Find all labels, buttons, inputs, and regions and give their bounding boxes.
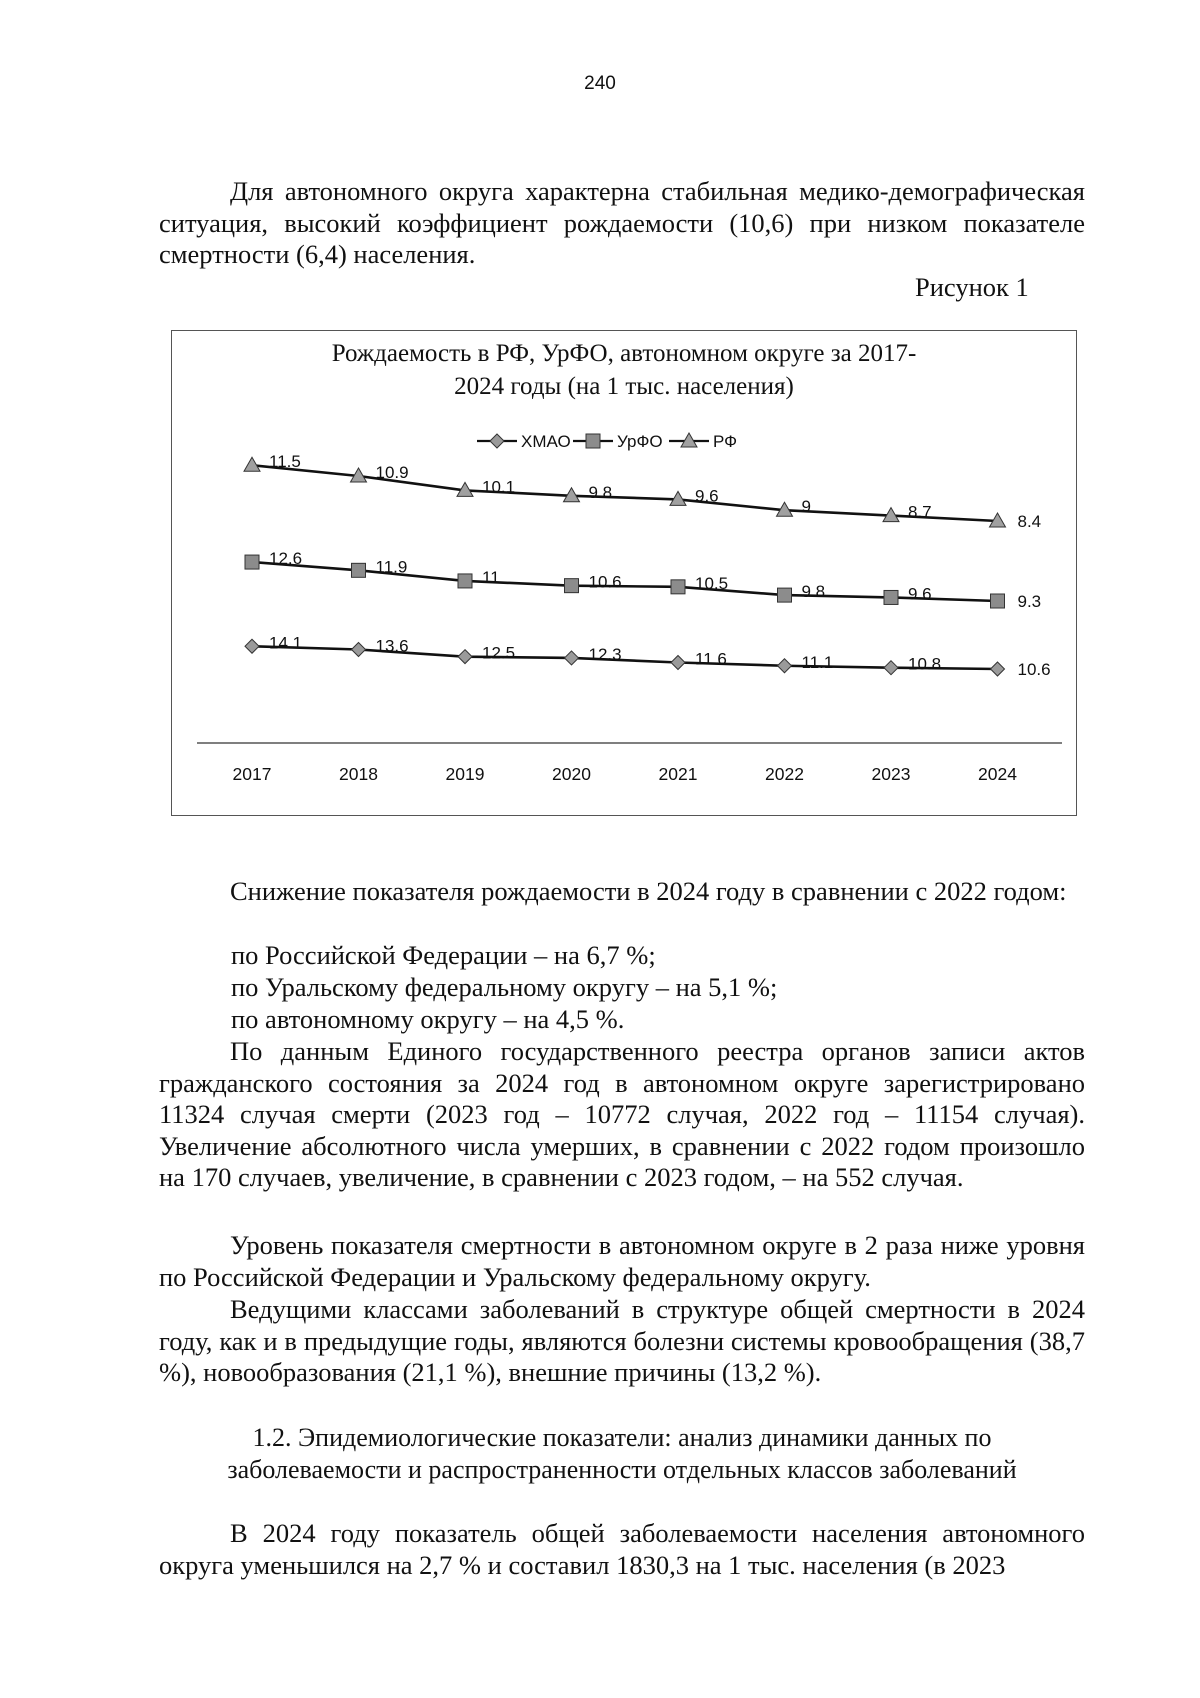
- data-label-ХМАО: 14.1: [269, 633, 303, 653]
- legend-label-ХМАО: ХМАО: [521, 432, 571, 451]
- x-tick-label: 2022: [765, 764, 804, 784]
- data-label-ХМАО: 12.5: [482, 643, 516, 663]
- data-label-УрФО: 11: [482, 567, 500, 587]
- legend-label-УрФО: УрФО: [617, 432, 663, 451]
- data-label-ХМАО: 10.6: [1017, 660, 1051, 679]
- data-label-ХМАО: 10.8: [908, 654, 942, 674]
- decline-item-rf: по Российской Федерации – на 6,7 %;: [231, 940, 656, 970]
- data-point-УрФО: [458, 574, 472, 588]
- data-point-УрФО: [991, 594, 1005, 608]
- registry-paragraph: По данным Единого государственного реестра органов записи актов гражданского состояния за 2024 год в автономном округе зарегистрировано 11324 случая смерти (2023 год – 10772 случая, 2022 год – 11154 случая). Увеличение абсолютного числа умерших, в сравнении с 2022 годом произошло на 170 случаев, увеличение, в сравнении с 2023 годом, – на 552 случая.: [159, 1036, 1085, 1192]
- data-point-ХМАО: [884, 661, 898, 675]
- decline-item-urfo: по Уральскому федеральному округу – на 5,1 %;: [231, 972, 778, 1002]
- section-heading-line-2: заболеваемости и распространенности отдельных классов заболеваний: [227, 1455, 1017, 1484]
- figure-caption: Рисунок 1: [915, 272, 1029, 302]
- data-point-ХМАО: [352, 643, 366, 657]
- data-label-ХМАО: 11.6: [695, 649, 727, 669]
- x-tick-label: 2023: [871, 764, 911, 784]
- data-label-УрФО: 9.8: [801, 582, 826, 602]
- data-point-УрФО: [245, 555, 259, 569]
- data-point-УрФО: [884, 590, 898, 604]
- data-label-ХМАО: 13.6: [375, 636, 409, 656]
- page-number: 240: [584, 73, 616, 94]
- legend-label-РФ: РФ: [713, 432, 738, 451]
- data-label-РФ: 9: [801, 497, 811, 517]
- data-label-РФ: 9.6: [695, 486, 719, 506]
- data-point-РФ: [244, 457, 260, 471]
- data-point-УрФО: [778, 588, 792, 602]
- data-label-РФ: 9.8: [588, 482, 613, 502]
- legend-marker-ХМАО: [490, 434, 504, 448]
- data-label-УрФО: 10.5: [695, 573, 729, 593]
- x-tick-label: 2024: [978, 764, 1017, 784]
- data-point-УрФО: [352, 563, 366, 577]
- intro-paragraph: Для автономного округа характерна стабильная медико-демографическая ситуация, высокий коэффициент рождаемости (10,6) при низком показателе смертности (6,4) населения.: [159, 176, 1085, 269]
- data-point-ХМАО: [245, 639, 259, 653]
- data-label-РФ: 8.7: [908, 502, 932, 522]
- data-label-УрФО: 9.3: [1017, 592, 1042, 611]
- causes-paragraph: Ведущими классами заболеваний в структуре общей смертности в 2024 году, как и в предыдущие годы, являются болезни системы кровообращения (38,7 %), новообразования (21,1 %), внешние причины (13,2 %).: [159, 1294, 1085, 1387]
- data-label-УрФО: 9.6: [908, 584, 932, 604]
- data-point-УрФО: [671, 580, 685, 594]
- data-label-РФ: 11.5: [269, 452, 301, 472]
- x-tick-label: 2020: [552, 764, 591, 784]
- x-tick-label: 2019: [445, 764, 485, 784]
- data-point-ХМАО: [565, 651, 579, 665]
- data-label-ХМАО: 11.1: [801, 652, 834, 672]
- section-heading-line-1: 1.2. Эпидемиологические показатели: анализ динамики данных по: [252, 1423, 992, 1452]
- chart-plot-area: [172, 331, 1078, 817]
- data-label-УрФО: 11.9: [375, 557, 408, 577]
- series-line-РФ: [252, 465, 998, 521]
- data-label-УрФО: 10.6: [588, 572, 622, 592]
- data-label-УрФО: 12.6: [269, 549, 303, 569]
- x-tick-label: 2017: [232, 764, 272, 784]
- data-label-ХМАО: 12.3: [588, 644, 622, 664]
- legend-marker-УрФО: [586, 434, 600, 448]
- data-label-РФ: 10.1: [482, 477, 516, 497]
- data-point-ХМАО: [991, 662, 1005, 676]
- data-label-РФ: 8.4: [1017, 512, 1042, 531]
- chart-title-line-2: 2024 годы (на 1 тыс. населения): [454, 373, 794, 400]
- data-point-ХМАО: [778, 659, 792, 673]
- data-label-РФ: 10.9: [375, 463, 409, 482]
- birth-rate-chart: [171, 330, 1077, 816]
- data-point-УрФО: [565, 579, 579, 593]
- x-tick-label: 2018: [339, 764, 378, 784]
- chart-title-line-1: Рождаемость в РФ, УрФО, автономном округе за 2017-: [331, 340, 917, 367]
- x-tick-label: 2021: [658, 764, 698, 784]
- decline-intro: Снижение показателя рождаемости в 2024 году в сравнении с 2022 годом:: [230, 876, 1067, 906]
- mortality-level-paragraph: Уровень показателя смертности в автономном округе в 2 раза ниже уровня по Российской Федерации и Уральскому федеральному округу.: [159, 1230, 1085, 1292]
- decline-item-okrug: по автономному округу – на 4,5 %.: [231, 1004, 625, 1034]
- data-point-ХМАО: [458, 650, 472, 664]
- morbidity-paragraph: В 2024 году показатель общей заболеваемости населения автономного округа уменьшился на 2,7 % и составил 1830,3 на 1 тыс. населения (в 2023: [159, 1518, 1085, 1580]
- data-point-ХМАО: [671, 656, 685, 670]
